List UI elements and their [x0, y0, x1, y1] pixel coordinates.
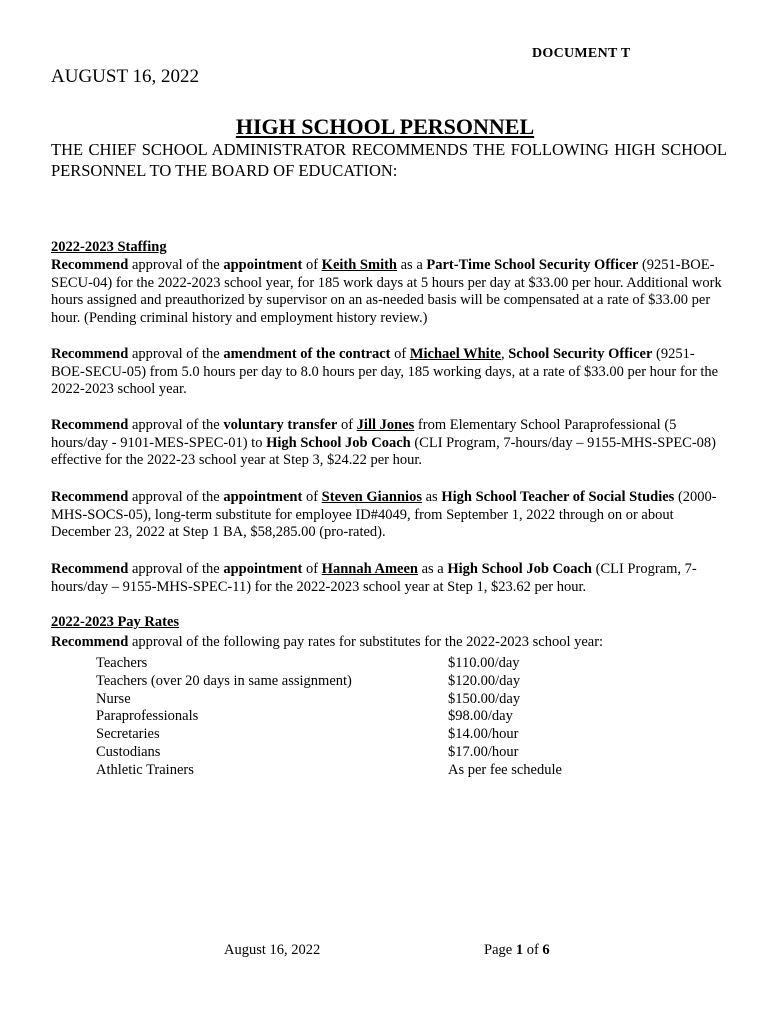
table-row: [96, 726, 616, 744]
table-row: [96, 673, 616, 691]
footer-date: August 16, 2022: [224, 942, 321, 958]
rate-value: $110.00/day: [448, 655, 520, 671]
page-title: HIGH SCHOOL PERSONNEL: [235, 114, 535, 139]
recommendation-3: Recommend approval of the voluntary transfer of Jill Jones from Elementary School Paraprofessional (5 hours/day - 9101-MES-SPEC-01) to High School Job Coach (CLI Program, 7-hours/day – 9155-MHS-SPEC-08) effective for the 2022-23 school year at Step 3, $24.22 per hour.: [51, 417, 717, 469]
rate-label: Custodians: [96, 743, 161, 760]
rate-label: Nurse: [96, 690, 131, 707]
table-row: [96, 708, 616, 726]
pay-rates-heading: [51, 614, 727, 632]
intro-text: THE CHIEF SCHOOL ADMINISTRATOR RECOMMENDS THE FOLLOWING HIGH SCHOOL PERSONNEL TO THE BOARD OF EDUCATION:: [51, 140, 727, 180]
recommendation-4: Recommend approval of the appointment of Steven Giannios as High School Teacher of Social Studies (2000-MHS-SOCS-05), long-term substitute for employee ID#4049, from September 1, 2022 through on or about December 23, 2022 at Step 1 BA, $58,285.00 (pro-rated).: [51, 489, 717, 541]
employee-name: Keith Smith: [321, 257, 397, 273]
employee-name: Hannah Ameen: [321, 561, 418, 577]
recommendation-1: Recommend approval of the appointment of Keith Smith as a Part-Time School Security Officer (9251-BOE-SECU-04) for the 2022-2023 school year, for 185 work days at 5 hours per day at $33.00 per hour. Additional work hours assigned and preauthorized by supervisor on an as-needed basis will be compensated at a rate of $33.00 per hour. (Pending criminal history and employment history review.): [51, 257, 722, 326]
document-date: AUGUST 16, 2022: [51, 66, 199, 87]
staffing-heading: [51, 239, 727, 257]
page-number: Page 1 of 6: [484, 942, 550, 958]
rate-label: Teachers (over 20 days in same assignment): [96, 672, 352, 689]
table-row: [96, 762, 616, 780]
rate-label: Athletic Trainers: [96, 761, 194, 778]
table-row: [96, 655, 616, 673]
recommendation-5: Recommend approval of the appointment of Hannah Ameen as a High School Job Coach (CLI Program, 7-hours/day – 9155-MHS-SPEC-11) for the 2022-2023 school year at Step 1, $23.62 per hour.: [51, 561, 697, 595]
employee-name: Michael White: [409, 346, 501, 362]
section-heading: 2022-2023 Staffing: [51, 239, 167, 255]
pay-rates-intro: Recommend approval of the following pay rates for substitutes for the 2022-2023 school year:: [51, 634, 604, 650]
rate-value: $98.00/day: [448, 708, 513, 725]
rate-value: $150.00/day: [448, 690, 521, 707]
rate-value: As per fee schedule: [448, 761, 562, 778]
recommendation-2: Recommend approval of the amendment of the contract of Michael White, School Security Officer (9251-BOE-SECU-05) from 5.0 hours per day to 8.0 hours per day, 185 working days, at a rate of $33.00 per hour for the 2022-2023 school year.: [51, 346, 719, 398]
rate-label: Secretaries: [96, 726, 160, 743]
table-row: [96, 744, 616, 762]
rate-value: $17.00/hour: [448, 743, 519, 760]
rate-label: Teachers: [96, 655, 148, 671]
section-heading: 2022-2023 Pay Rates: [51, 614, 180, 630]
employee-name: Steven Giannios: [321, 489, 422, 505]
rate-label: Paraprofessionals: [96, 708, 199, 725]
document-label: DOCUMENT T: [532, 46, 631, 61]
table-row: [96, 691, 616, 709]
pay-rates-table: [96, 655, 616, 780]
rate-value: $120.00/day: [448, 672, 521, 689]
rate-value: $14.00/hour: [448, 726, 519, 743]
employee-name: Jill Jones: [356, 417, 415, 433]
